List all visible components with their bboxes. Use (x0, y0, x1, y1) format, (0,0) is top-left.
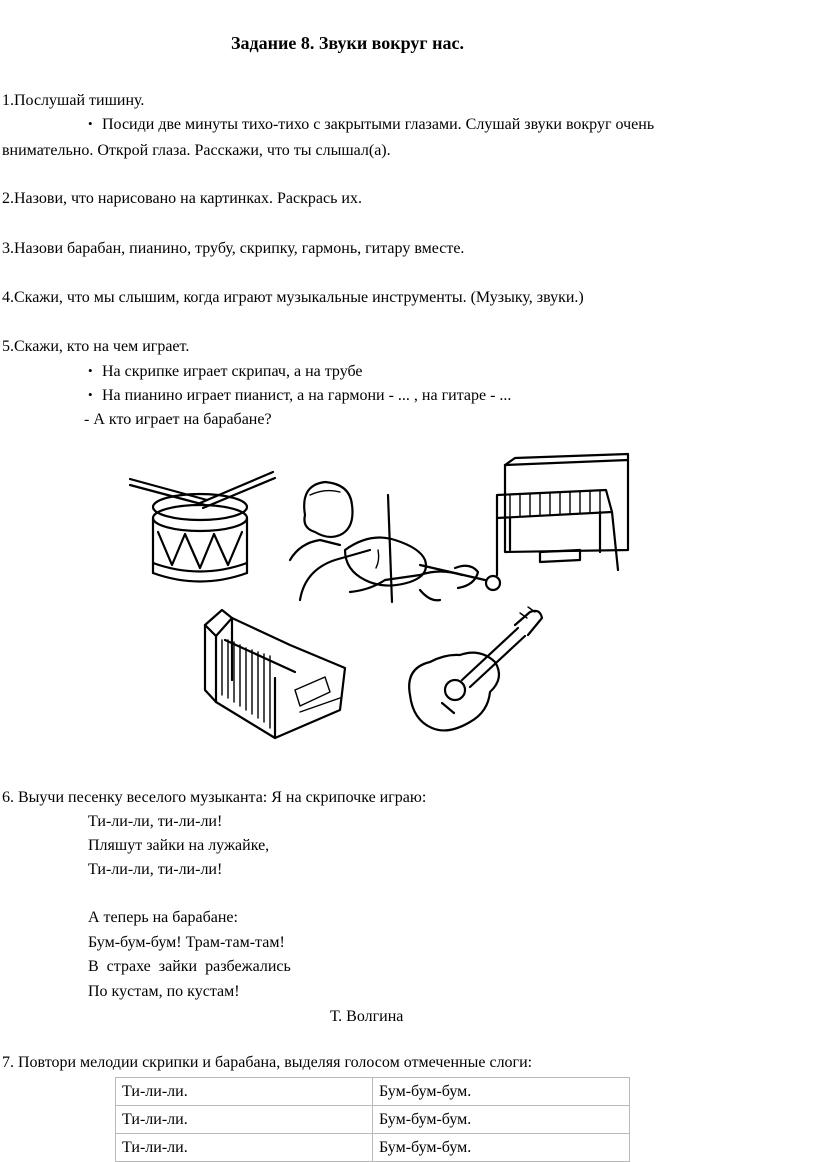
piano-icon (497, 454, 628, 575)
table-row (116, 1134, 630, 1162)
verse-1-line-2: Пляшут зайки на лужайке, (88, 837, 270, 854)
task-2-heading: 2.Назови, что нарисовано на картинках. Раскрась их. (2, 190, 362, 207)
task-3-heading: 3.Назови барабан, пианино, трубу, скрипку, гармонь, гитару вместе. (2, 240, 465, 257)
violin-cell: Ти-ли-ли. (116, 1134, 373, 1162)
task-6-heading: 6. Выучи песенку веселого музыканта: Я на скрипочке играю: (2, 789, 427, 806)
instruments-illustration (0, 440, 816, 760)
poem-author: Т. Волгина (330, 1008, 404, 1025)
verse-2-line-3: В страхе зайки разбежались (88, 958, 291, 975)
drum-cell: Бум-бум-бум. (373, 1078, 630, 1106)
drum-icon (130, 472, 275, 582)
task-1-heading: 1.Послушай тишину. (2, 92, 145, 109)
task-5-bullet-1: • На скрипке играет скрипач, а на трубе (102, 363, 363, 381)
rhythm-table (115, 1077, 630, 1162)
verse-1-line-1: Ти-ли-ли, ти-ли-ли! (88, 813, 223, 830)
drum-cell: Бум-бум-бум. (373, 1106, 630, 1134)
verse-2-line-2: Бум-бум-бум! Трам-там-там! (88, 934, 285, 951)
violinist-icon (290, 482, 500, 602)
task-7-heading: 7. Повтори мелодии скрипки и барабана, выделяя голосом отмеченные слоги: (2, 1054, 533, 1071)
drum-cell: Бум-бум-бум. (373, 1134, 630, 1162)
task-1-bullet: • Посиди две минуты тихо-тихо с закрытыми глазами. Слушай звуки вокруг очень (102, 116, 654, 134)
task-5-question: - А кто играет на барабане? (84, 411, 272, 428)
table-row (116, 1106, 630, 1134)
task-1-continuation: внимательно. Открой глаза. Расскажи, что ты слышал(а). (2, 142, 391, 159)
violin-cell: Ти-ли-ли. (116, 1078, 373, 1106)
guitar-icon (409, 607, 542, 730)
task-5-bullet-2: • На пианино играет пианист, а на гармони - ... , на гитаре - ... (102, 387, 511, 405)
verse-2-line-1: А теперь на барабане: (88, 909, 238, 926)
verse-2-line-4: По кустам, по кустам! (88, 983, 240, 1000)
table-row (116, 1078, 630, 1106)
verse-1-line-3: Ти-ли-ли, ти-ли-ли! (88, 861, 223, 878)
accordion-icon (205, 610, 345, 738)
page-title: Задание 8. Звуки вокруг нас. (231, 33, 464, 53)
task-5-heading: 5.Скажи, кто на чем играет. (2, 338, 190, 355)
task-4-heading: 4.Скажи, что мы слышим, когда играют музыкальные инструменты. (Музыку, звуки.) (2, 289, 584, 306)
violin-cell: Ти-ли-ли. (116, 1106, 373, 1134)
